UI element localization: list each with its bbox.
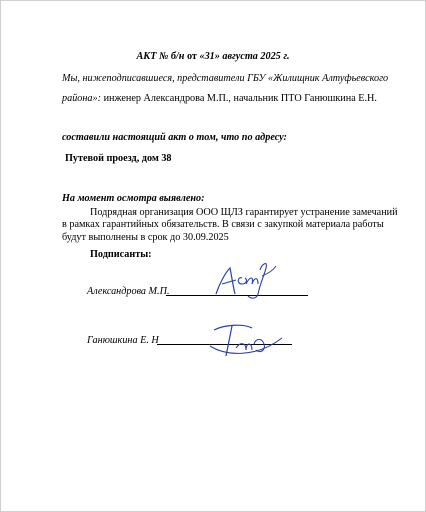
signer-1-name: Александрова М.П. <box>87 286 170 297</box>
found-label: На момент осмотра выявлено: <box>62 193 205 204</box>
signature-1 <box>202 254 282 302</box>
found-line-2: в рамках гарантийных обязательств. В связи с закупкой материала работы <box>62 219 384 230</box>
document-title: АКТ № б/н от «31» августа 2025 г. <box>136 51 290 62</box>
signature-2 <box>206 316 286 362</box>
signer-2-name: Ганюшкина Е. Н <box>87 335 159 346</box>
signatories-label: Подписанты: <box>90 249 152 260</box>
intro-line-2: района»: инженер Александрова М.П., начальник ПТО Ганюшкина Е.Н. <box>62 93 377 104</box>
composed-statement: составили настоящий акт о том, что по адресу: <box>62 132 287 143</box>
intro-line-1: Мы, нижеподписавшиеся, представители ГБУ «Жилищник Алтуфьевского <box>62 73 389 84</box>
found-line-1: Подрядная организация ООО ЩЛЗ гарантирует устранение замечаний <box>90 207 398 218</box>
found-line-3: будут выполнены в срок до 30.09.2025 <box>62 232 229 243</box>
address: Путевой проезд, дом 38 <box>65 153 172 164</box>
